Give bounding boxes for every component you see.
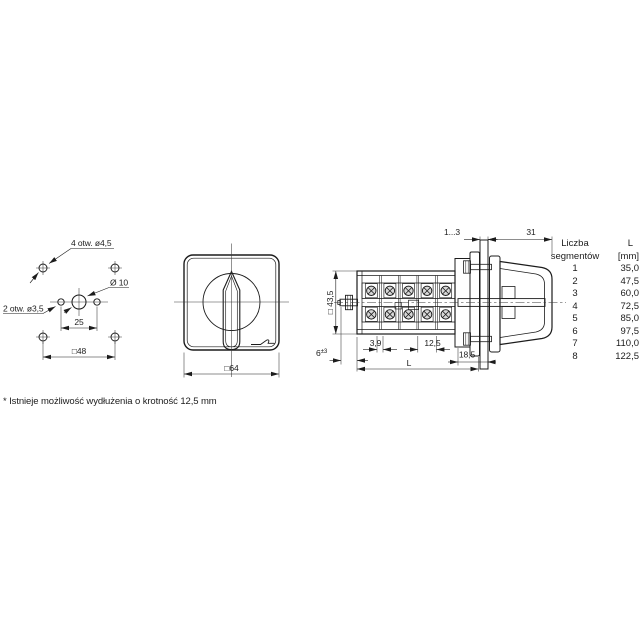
dim-panel-label: 1...3 [444, 227, 461, 237]
dim-25-label: 25 [74, 317, 84, 327]
header-segments: Liczba segmentów [550, 238, 600, 262]
dim-43-5-label: □ 43,5 [325, 290, 335, 315]
table-row: 8 122,5 [572, 350, 639, 362]
handle-section [458, 256, 552, 352]
footnote: * Istnieje możliwość wydłużenia o krotność 12,5 mm [3, 396, 217, 407]
dim-L-label: L [406, 358, 412, 368]
dim-3-9 [363, 336, 397, 353]
mounting-holes-view [3, 238, 129, 360]
table-header [546, 238, 640, 263]
fixing-bolts [464, 261, 492, 345]
dim-48-label: □48 [71, 346, 87, 356]
centerlines [36, 261, 122, 344]
header-length: L [mm] [617, 238, 639, 262]
dim-31 [488, 227, 552, 254]
table-row: 6 97,5 [572, 325, 639, 337]
dim-12-5-label: 12,5 [424, 338, 441, 348]
front-view [174, 244, 289, 378]
label-4-holes: 4 otw. ø4,5 [71, 238, 112, 248]
table-row: 7 110,0 [572, 338, 639, 349]
panel-cross-section [480, 240, 488, 369]
table-row: 5 85,0 [572, 313, 639, 324]
table-row: 2 47,5 [572, 275, 639, 287]
dim-3-9-label: 3,9 [369, 338, 382, 348]
dim-18-5 [448, 348, 496, 366]
dim-6-tol [316, 307, 368, 372]
table-row: 1 35,0 [572, 263, 639, 274]
dim-panel-thickness [444, 227, 498, 240]
switch-contact-icon [251, 340, 275, 345]
dim-6-label: $6^{\pm 3}$ [316, 348, 328, 358]
dim-48 [43, 342, 115, 360]
dim-18-5-label: 18,5 [458, 349, 476, 360]
dim-31-label: 31 [526, 227, 536, 237]
dim-64-label: □64 [224, 363, 239, 373]
table-row: 3 60,0 [572, 288, 639, 299]
side-view [316, 227, 566, 372]
table-row: 4 72,5 [572, 300, 639, 312]
segments-length-table [546, 238, 640, 363]
label-center-hole: Ø 10 [110, 277, 129, 288]
label-2-holes: 2 otw. ø3,5 [3, 303, 44, 314]
dim-12-5 [404, 336, 450, 353]
mounting-flange [470, 252, 480, 356]
